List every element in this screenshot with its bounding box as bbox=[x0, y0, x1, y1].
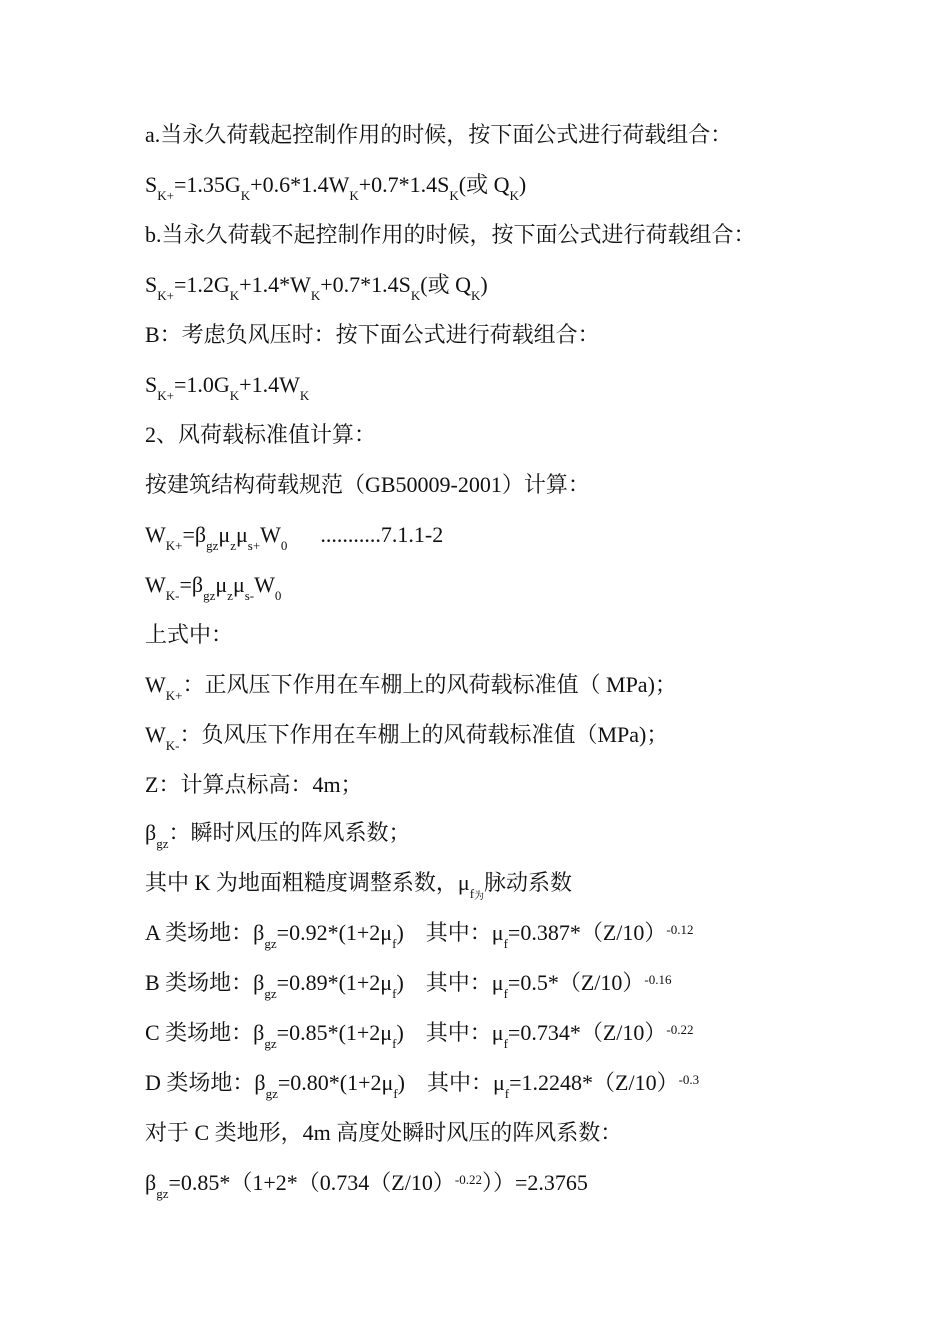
text-segment: ：正风压下作用在车棚上的风荷载标准值（ MPa)； bbox=[182, 672, 677, 697]
text-segment: W bbox=[145, 572, 166, 597]
subscript: f bbox=[392, 936, 397, 951]
subscript: f bbox=[392, 1036, 397, 1051]
subscript: K bbox=[229, 388, 240, 403]
text-line bbox=[145, 170, 526, 203]
text-line bbox=[145, 370, 309, 403]
text-segment: μ bbox=[232, 572, 245, 597]
text-line bbox=[145, 1068, 699, 1101]
text-segment: (或 Q bbox=[420, 272, 471, 297]
subscript: s- bbox=[244, 588, 255, 603]
text-segment: W bbox=[260, 522, 281, 547]
text-segment: =0.5*（Z/10） bbox=[507, 970, 645, 995]
subscript: gz bbox=[264, 936, 277, 951]
subscript: gz bbox=[206, 538, 219, 553]
superscript: -0.22 bbox=[454, 1172, 482, 1187]
text-segment: 其中 K 为地面粗糙度调整系数，μ bbox=[145, 870, 470, 895]
text-segment: ：负风压下作用在车棚上的风荷载标准值（MPa)； bbox=[179, 722, 669, 747]
text-segment: (或 Q bbox=[458, 172, 510, 197]
text-segment: =1.2248*（Z/10） bbox=[509, 1070, 679, 1095]
text-line bbox=[145, 868, 572, 903]
subscript: K+ bbox=[157, 388, 174, 403]
text-segment: +1.4*W bbox=[239, 272, 311, 297]
subscript: s+ bbox=[247, 538, 261, 553]
text-line bbox=[145, 1018, 693, 1051]
text-segment: =0.85*(1+2μ bbox=[276, 1020, 393, 1045]
text-segment: =1.35G bbox=[173, 172, 241, 197]
text-segment: ) 其中：μ bbox=[396, 970, 504, 995]
subscript: gz bbox=[203, 588, 216, 603]
text-segment: +0.6*1.4W bbox=[250, 172, 350, 197]
text-line bbox=[145, 320, 600, 350]
text-line bbox=[145, 1168, 588, 1201]
subscript: z bbox=[227, 588, 233, 603]
subscript: z bbox=[230, 538, 236, 553]
text-segment: W bbox=[145, 522, 166, 547]
subscript: K+ bbox=[165, 688, 183, 703]
text-segment: μ bbox=[235, 522, 248, 547]
text-segment: ：瞬时风压的阵风系数； bbox=[168, 820, 411, 845]
subscript: f bbox=[503, 1036, 508, 1051]
subscript: K bbox=[240, 188, 251, 203]
text-segment: =0.85*（1+2*（0.734（Z/10） bbox=[168, 1170, 455, 1195]
text-segment: β bbox=[145, 820, 157, 845]
text-segment: 为 bbox=[474, 891, 485, 902]
text-segment: W bbox=[145, 672, 166, 697]
text-segment: 上式中： bbox=[145, 622, 234, 647]
subscript: 0 bbox=[274, 588, 282, 603]
subscript: f bbox=[503, 936, 508, 951]
text-segment: b.当永久荷载不起控制作用的时候，按下面公式进行荷载组合： bbox=[145, 222, 756, 247]
text-line bbox=[145, 670, 677, 703]
text-segment: =0.92*(1+2μ bbox=[276, 920, 393, 945]
text-segment: S bbox=[145, 172, 158, 197]
text-line bbox=[145, 270, 488, 303]
text-segment: ) 其中：μ bbox=[396, 920, 504, 945]
subscript: K- bbox=[165, 738, 180, 753]
text-segment: =0.89*(1+2μ bbox=[276, 970, 393, 995]
text-segment: ) 其中：μ bbox=[396, 1020, 504, 1045]
text-segment: W bbox=[254, 572, 275, 597]
subscript: K bbox=[410, 288, 421, 303]
text-line bbox=[145, 1118, 622, 1148]
subscript: f bbox=[392, 986, 397, 1001]
text-segment: μ bbox=[218, 522, 231, 547]
text-line bbox=[145, 470, 590, 500]
text-segment: ) bbox=[480, 272, 488, 297]
text-segment: B 类场地：β bbox=[145, 970, 265, 995]
subscript: f bbox=[503, 986, 508, 1001]
text-segment: =1.0G bbox=[173, 372, 230, 397]
subscript: K+ bbox=[157, 288, 174, 303]
text-segment: 对于 C 类地形，4m 高度处瞬时风压的阵风系数： bbox=[145, 1120, 623, 1145]
text-segment: A 类场地：β bbox=[145, 920, 265, 945]
subscript: K bbox=[509, 188, 519, 203]
subscript: K+ bbox=[157, 188, 174, 203]
text-segment: ...........7.1.1-2 bbox=[287, 522, 444, 547]
subscript: f bbox=[469, 886, 475, 901]
text-segment: 按建筑结构荷载规范（GB50009-2001）计算： bbox=[145, 472, 590, 497]
subscript: K bbox=[349, 188, 359, 203]
text-line bbox=[145, 918, 693, 951]
text-segment: =0.387*（Z/10） bbox=[507, 920, 667, 945]
subscript: K bbox=[449, 188, 459, 203]
text-line bbox=[145, 818, 411, 851]
subscript: gz bbox=[156, 1186, 169, 1201]
text-segment: D 类场地：β bbox=[145, 1070, 266, 1095]
superscript: -0.12 bbox=[666, 922, 694, 937]
superscript: -0.22 bbox=[666, 1022, 694, 1037]
text-line bbox=[145, 570, 281, 603]
subscript: 0 bbox=[280, 538, 288, 553]
text-segment: =β bbox=[179, 572, 204, 597]
subscript: gz bbox=[264, 1036, 277, 1051]
text-line bbox=[145, 120, 732, 150]
text-segment: =0.80*(1+2μ bbox=[277, 1070, 394, 1095]
text-line bbox=[145, 968, 671, 1001]
text-segment: =0.734*（Z/10） bbox=[507, 1020, 667, 1045]
text-segment: =1.2G bbox=[173, 272, 230, 297]
subscript: gz bbox=[156, 836, 169, 851]
text-segment: 脉动系数 bbox=[484, 870, 573, 895]
text-line bbox=[145, 720, 668, 753]
text-segment: μ bbox=[215, 572, 228, 597]
text-line bbox=[145, 770, 363, 800]
text-line bbox=[145, 420, 376, 450]
text-segment: C 类场地：β bbox=[145, 1020, 265, 1045]
superscript: -0.3 bbox=[678, 1072, 700, 1087]
subscript: gz bbox=[264, 986, 277, 1001]
text-segment: =β bbox=[182, 522, 207, 547]
text-segment: S bbox=[145, 372, 158, 397]
subscript: gz bbox=[265, 1086, 278, 1101]
subscript: K bbox=[471, 288, 481, 303]
text-segment: W bbox=[145, 722, 166, 747]
text-segment: ））=2.3765 bbox=[481, 1170, 588, 1195]
text-segment: Z：计算点标高：4m； bbox=[145, 772, 363, 797]
text-segment: +0.7*1.4S bbox=[358, 172, 450, 197]
text-segment: ) 其中：μ bbox=[397, 1070, 505, 1095]
text-segment: a.当永久荷载起控制作用的时候，按下面公式进行荷载组合： bbox=[145, 122, 733, 147]
text-segment: 2、风荷载标准值计算： bbox=[145, 422, 377, 447]
subscript: f bbox=[393, 1086, 398, 1101]
subscript: f bbox=[504, 1086, 510, 1101]
text-line bbox=[145, 220, 756, 250]
text-segment: β bbox=[145, 1170, 157, 1195]
text-segment: +0.7*1.4S bbox=[320, 272, 411, 297]
text-segment: ) bbox=[518, 172, 527, 197]
text-segment: B：考虑负风压时：按下面公式进行荷载组合： bbox=[145, 322, 600, 347]
subscript: K+ bbox=[165, 538, 183, 553]
text-line bbox=[145, 520, 443, 553]
text-line bbox=[145, 620, 233, 650]
superscript: -0.16 bbox=[644, 972, 672, 987]
subscript: K bbox=[229, 288, 240, 303]
text-segment: +1.4W bbox=[239, 372, 300, 397]
text-segment: S bbox=[145, 272, 158, 297]
subscript: K bbox=[299, 388, 310, 403]
subscript: K- bbox=[165, 588, 180, 603]
subscript: K bbox=[310, 288, 321, 303]
